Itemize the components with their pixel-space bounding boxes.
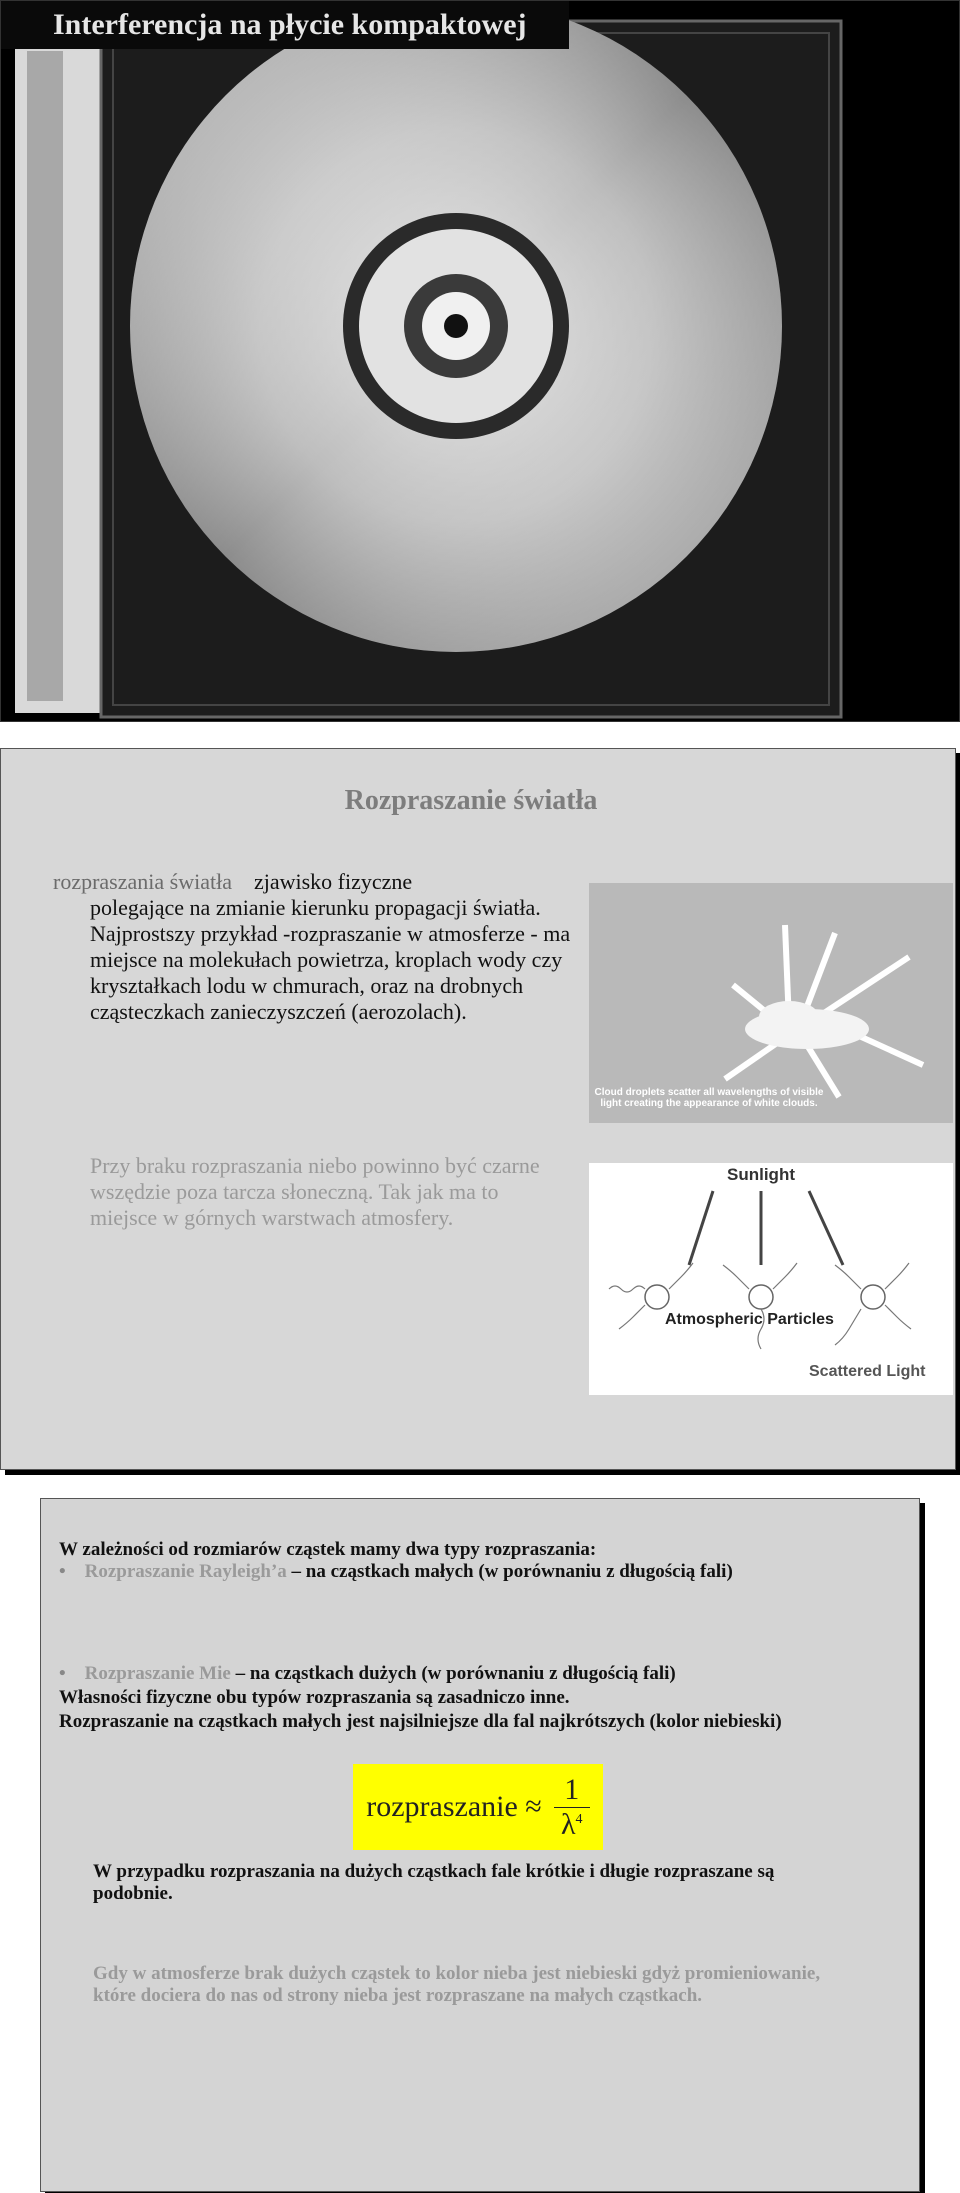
slide-title: Interferencja na płycie kompaktowej	[1, 1, 569, 49]
rayleigh-formula: rozpraszanie ≈ $\frac{1}{\lambda^4}$	[353, 1764, 603, 1850]
slide-cd-interference	[0, 0, 960, 722]
atmospheric-particles-diagram	[589, 1163, 953, 1395]
large-particles-text: W przypadku rozpraszania na dużych cząstkach fale krótkie i długie rozpraszane są podobnie.	[93, 1861, 775, 1904]
image-caption: Cloud droplets scatter all wavelengths of visible light creating the appearance of white clouds.	[594, 1087, 824, 1109]
cd-photo	[1, 1, 959, 721]
example-paragraph: Najprostszy przykład -rozpraszanie w atmosferze - ma miejsce na molekułach powietrza, kroplach wody czy kryształkach lodu w chmurach, oraz na drobnych cząsteczkach zanieczyszczeń (aerozolach).	[90, 921, 571, 1024]
bullet-rayleigh: • Rozpraszanie Rayleigh’a – na cząstkach małych (w porównaniu z długością fali)	[59, 1561, 733, 1582]
slide-heading: Rozpraszanie światła	[344, 785, 598, 816]
cloud-scatter-image	[589, 883, 953, 1123]
sunlight-label: Sunlight	[727, 1165, 795, 1184]
rayleigh-term: Rozpraszanie Rayleigh’a	[84, 1561, 287, 1582]
blue-sky-text: Gdy w atmosferze brak dużych cząstek to kolor nieba jest niebieski gdyż promieniowanie, które dociera do nas od strony nieba jest rozpraszane na małych cząstkach.	[93, 1963, 821, 2006]
scattered-light-label: Scattered Light	[809, 1363, 926, 1380]
term: rozpraszania światła	[53, 869, 232, 894]
definition-text: rozpraszania światła zjawisko fizyczne polegające na zmianie kierunku propagacji światła. Najprostszy przykład -rozpraszanie w atmosferze - ma miejsce na molekułach powietrza, kroplach wody czy kryształkach lodu w chmurach, oraz na drobnych cząsteczkach zanieczyszczeń (aerozolach).	[53, 869, 573, 1025]
mie-term: Rozpraszanie Mie	[84, 1663, 231, 1684]
slide-scattering-types	[40, 1498, 920, 2192]
bullet-mie: • Rozpraszanie Mie – na cząstkach dużych (w porównaniu z długością fali)	[59, 1663, 676, 1684]
intro-text: W zależności od rozmiarów cząstek mamy dwa typy rozpraszania:	[59, 1539, 597, 1560]
note-paragraph: Przy braku rozpraszania niebo powinno być czarne wszędzie poza tarcza słoneczną. Tak jak ma to miejsce w górnych warstwach atmosfery.	[90, 1153, 540, 1230]
particles-label: Atmospheric Particles	[665, 1311, 834, 1328]
slide-light-scattering	[0, 748, 956, 1470]
properties-text: Własności fizyczne obu typów rozpraszania są zasadniczo inne.	[59, 1687, 570, 1708]
strongest-text: Rozpraszanie na cząstkach małych jest najsilniejsze dla fal najkrótszych (kolor niebieski)	[59, 1711, 782, 1732]
